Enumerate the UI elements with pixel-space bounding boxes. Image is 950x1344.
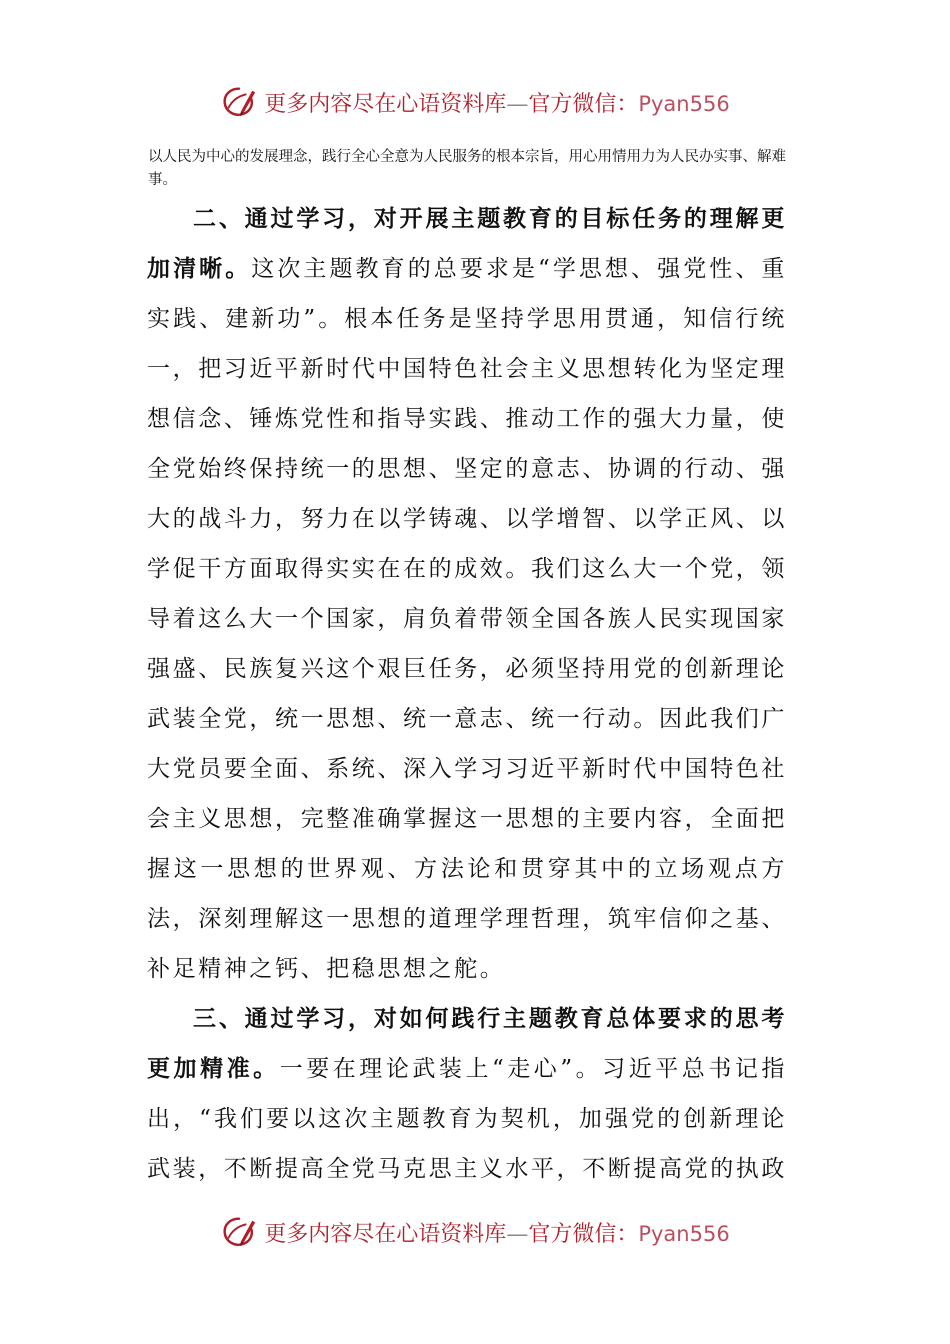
header-watermark xyxy=(0,80,950,124)
paragraph-3-text: 一要在理论武装上“走心”。习近平总书记指出，“我们要以这次主题教育为契机，加强党的创新理论武装，不断提高全党马克思主义水平，不断提高党的执政 xyxy=(147,1056,787,1182)
footer-brand xyxy=(264,1217,729,1248)
pen-swirl-logo-icon xyxy=(220,83,258,121)
brand-text: 更多内容尽在心语资料库 xyxy=(264,1221,507,1247)
pen-swirl-logo-icon xyxy=(220,1213,258,1251)
wechat-label: 官方微信： xyxy=(528,1221,639,1247)
paragraph-2-text: 这次主题教育的总要求是“学思想、强党性、重实践、建新功”。根本任务是坚持学思用贯通，知信行统一，把习近平新时代中国特色社会主义思想转化为坚定理想信念、锤炼党性和指导实践、推动工作的强大力量，使全党始终保持统一的思想、坚定的意志、协调的行动、强大的战斗力，努力在以学铸魂、以学增智、以学正风、以学促干方面取得实实在在的成效。我们这么大一个党，领导着这么大一个国家，肩负着带领全国各族人民实现国家强盛、民族复兴这个艰巨任务，必须坚持用党的创新理论武装全党，统一思想、统一意志、统一行动。因此我们广大党员要全面、系统、深入学习习近平新时代中国特色社会主义思想，完整准确掌握这一思想的主要内容，全面把握这一思想的世界观、方法论和贯穿其中的立场观点方法，深刻理解这一思想的道理学理哲理，筑牢信仰之基、补足精神之钙、把稳思想之舵。 xyxy=(147,256,788,982)
document-body xyxy=(147,194,787,1194)
wechat-id: Pyan556 xyxy=(638,91,730,116)
paragraph-3 xyxy=(147,994,787,1194)
header-brand xyxy=(264,87,729,118)
brand-text: 更多内容尽在心语资料库 xyxy=(264,91,507,117)
paragraph-3-heading: 三、通过学习，对如何践行主题教育总体要求的思考更加精准。 xyxy=(147,1005,787,1082)
paragraph-2 xyxy=(147,194,787,994)
paragraph-2-heading: 二、通过学习，对开展主题教育的目标任务的理解更加清晰。 xyxy=(147,205,787,282)
separator: — xyxy=(506,1221,529,1247)
wechat-label: 官方微信： xyxy=(528,91,639,117)
wechat-id: Pyan556 xyxy=(638,1221,730,1246)
footer-watermark xyxy=(0,1210,950,1254)
continuation-text: 以人民为中心的发展理念，践行全心全意为人民服务的根本宗旨，用心用情用力为人民办实事、解难事。 xyxy=(148,149,786,188)
separator: — xyxy=(506,91,529,117)
